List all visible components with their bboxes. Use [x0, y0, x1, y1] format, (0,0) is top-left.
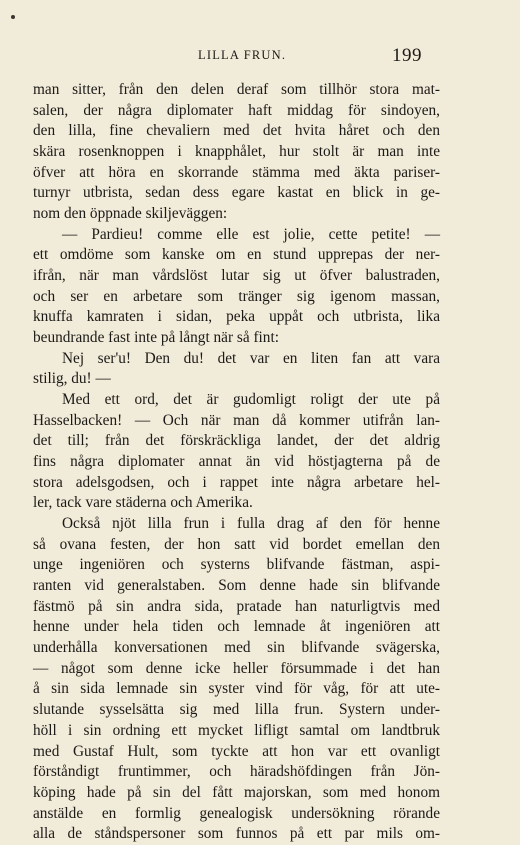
running-title: LILLA FRUN. [198, 48, 287, 62]
ink-speck [11, 15, 15, 19]
text-line: alla de ståndspersoner som funnos på ett par mils om- [33, 825, 440, 843]
text-line: beundrande fast inte på långt när så fint: [33, 329, 279, 347]
text-line: ler, tack vare städerna och Amerika. [33, 494, 253, 512]
text-line: nom den öppnade skiljeväggen: [33, 205, 228, 223]
text-line: Också njöt lilla frun i fulla drag af den för henne [62, 515, 440, 533]
text-line: Nej ser'u! Den du! det var en liten fan att vara [62, 349, 440, 367]
body-text [33, 80, 440, 845]
text-line: henne under hela tiden och lemnade åt ingeniören att [33, 618, 440, 636]
page-number: 199 [392, 45, 422, 66]
text-line: stora adelsgodsen, och i rappet inte några arbetare hel- [33, 473, 440, 491]
text-line: öfver att höra en skorrande stämma med äkta pariser- [33, 163, 440, 181]
text-line: fästmö på sin andra sida, pratade han naturligtvis med [33, 597, 440, 615]
text-line: höll i sin ordning ett mycket lifligt samtal om landtbruk [33, 721, 440, 739]
text-line: den lilla, fine chevaliern med det hvita håret och den [33, 122, 440, 140]
text-line: med Gustaf Hult, som tyckte att hon var ett ovanligt [33, 742, 440, 760]
text-line: och ser en arbetare som tränger sig igenom massan, [33, 287, 440, 305]
text-line: skära rosenknoppen i knapphålet, hur stolt är man inte [33, 143, 440, 161]
text-line: salen, der några diplomater haft middag för sindoyen, [33, 101, 440, 119]
text-line: så ovana festen, der hon satt vid bordet emellan den [33, 535, 440, 553]
running-head [0, 45, 520, 69]
text-line: ett omdöme som kanske om en stund upprepas der ner- [33, 246, 440, 264]
text-line: förståndigt fruntimmer, och häradshöfdingen från Jön- [33, 763, 440, 781]
text-line: — något som denne icke heller försummade i det han [33, 659, 440, 677]
text-line: — Pardieu! comme elle est jolie, cette petite! — [62, 225, 440, 243]
text-line: Med ett ord, det är gudomligt roligt der ute på [62, 391, 440, 409]
text-line: turnyr utbrista, sedan dess egare kastat en blick in ge- [33, 184, 440, 202]
text-line: ranten vid generalstaben. Som denne hade sin blifvande [33, 577, 440, 595]
text-line: underhålla konversationen med sin blifvande svägerska, [33, 639, 440, 657]
text-line: anstälde en formlig genealogisk undersökning rörande [33, 804, 440, 822]
text-line: det till; från det förskräckliga landet, der det aldrig [33, 432, 440, 450]
text-line: å sin sida lemnade sin syster vind för våg, för att ute- [33, 680, 440, 698]
text-line: knuffa kamraten i sidan, peka uppåt och utbrista, lika [33, 308, 440, 326]
text-line: stilig, du! — [33, 370, 111, 388]
text-line: unge ingeniören och systerns blifvande fästman, aspi- [33, 556, 440, 574]
text-line: köping hade på sin del fått majorskan, som med honom [33, 783, 440, 801]
text-line: ifrån, när man vårdslöst lutar sig ut öfver balustraden, [33, 267, 440, 285]
text-line: man sitter, från den delen deraf som tillhör stora mat- [33, 81, 440, 98]
text-line: fins några diplomater annat än vid höstjagterna på de [33, 453, 440, 471]
text-line: slutande sysselsätta sig med lilla frun. Systern under- [33, 701, 440, 719]
text-line: Hasselbacken! — Och när man då kommer utifrån lan- [33, 411, 440, 429]
